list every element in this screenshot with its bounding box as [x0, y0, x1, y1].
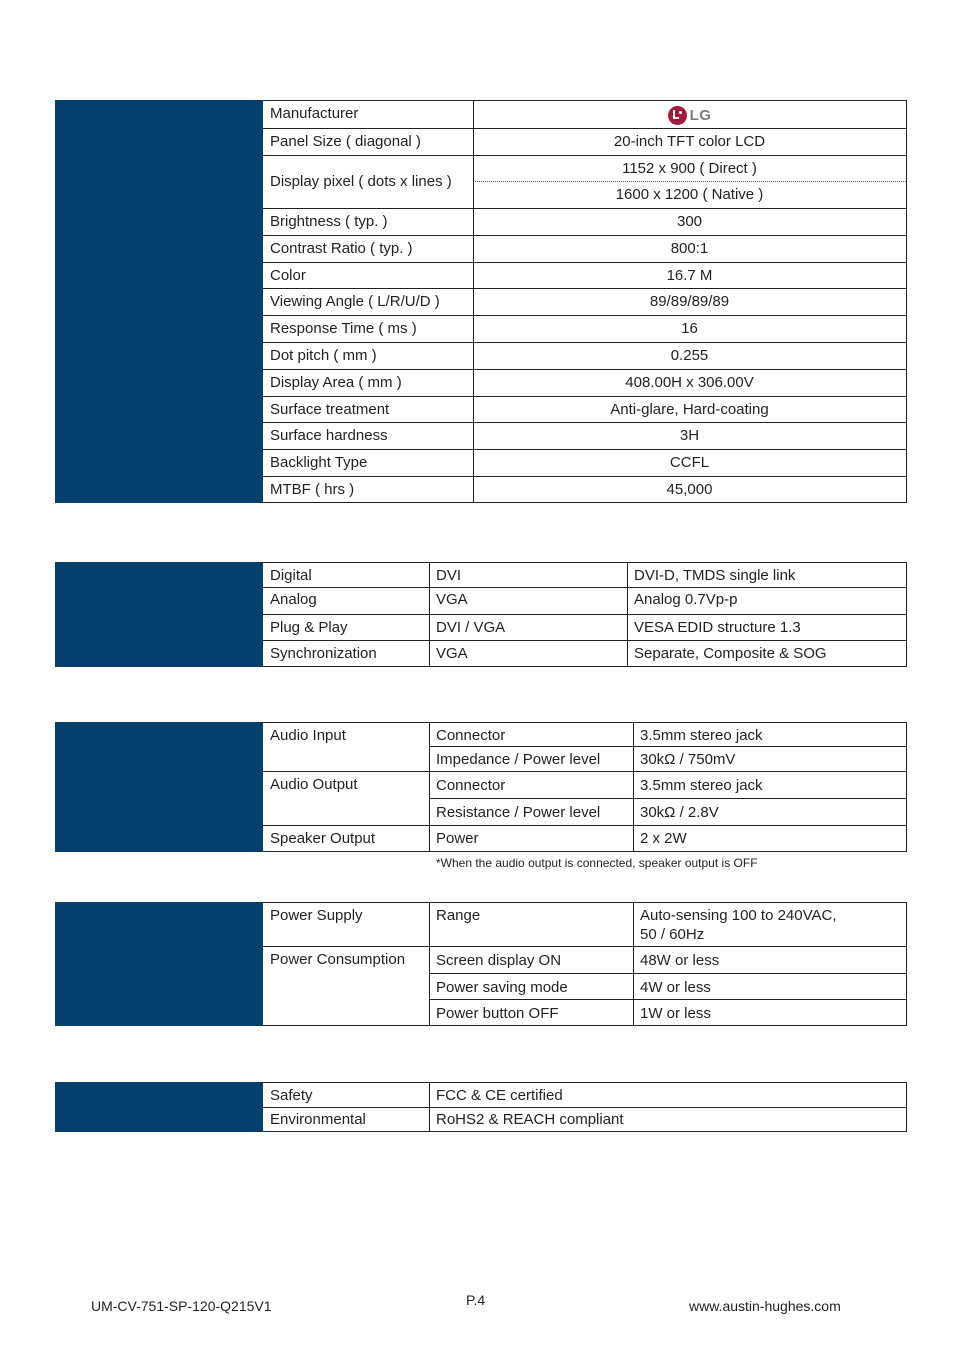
spec-item: Connector	[436, 727, 506, 744]
table-row	[263, 450, 906, 477]
display-spec-block	[55, 100, 907, 503]
spec-value: 800:1	[670, 240, 709, 257]
audio-spec-table	[263, 722, 907, 852]
table-row	[263, 236, 906, 263]
audio-input-label: Audio Input	[270, 727, 346, 744]
spec-value: 408.00H x 306.00V	[625, 374, 754, 391]
spec-value	[473, 101, 906, 128]
spec-value: 3H	[679, 427, 700, 444]
spec-label: Display Area ( mm )	[270, 374, 402, 391]
section-sidebar	[55, 562, 263, 667]
spec-value: DVI-D, TMDS single link	[634, 567, 796, 584]
audio-note: *When the audio output is connected, speaker output is OFF	[436, 856, 758, 870]
audio-output-label: Audio Output	[270, 776, 358, 793]
table-row	[263, 477, 906, 503]
table-row	[263, 423, 906, 450]
spec-label: Dot pitch ( mm )	[270, 347, 377, 364]
section-sidebar	[55, 902, 263, 1026]
table-row	[263, 588, 906, 615]
spec-label: Synchronization	[270, 645, 377, 662]
spec-label: Viewing Angle ( L/R/U/D )	[270, 293, 440, 310]
safety-value: FCC & CE certified	[436, 1087, 563, 1104]
spec-value: 48W or less	[640, 952, 720, 969]
spec-value: 1W or less	[640, 1005, 711, 1022]
spec-interface: VGA	[436, 591, 468, 608]
spec-label: Surface hardness	[270, 427, 388, 444]
table-row	[263, 156, 906, 209]
spec-value: 1600 x 1200 ( Native )	[615, 186, 764, 203]
range-value-line2: 50 / 60Hz	[640, 926, 705, 943]
spec-label: Plug & Play	[270, 619, 348, 636]
table-row	[263, 129, 906, 156]
spec-value: 45,000	[666, 481, 713, 498]
spec-item: Impedance / Power level	[436, 751, 601, 768]
section-sidebar	[55, 1082, 263, 1132]
spec-value: 3.5mm stereo jack	[640, 727, 763, 744]
video-spec-block	[55, 562, 907, 667]
table-row	[263, 263, 906, 289]
spec-item: Screen display ON	[436, 952, 562, 969]
table-row	[263, 397, 906, 423]
spec-item: Resistance / Power level	[436, 804, 601, 821]
spec-label: Contrast Ratio ( typ. )	[270, 240, 413, 257]
footer-website: www.austin-hughes.com	[689, 1298, 841, 1314]
spec-item: Power saving mode	[436, 979, 568, 996]
power-spec-table	[263, 902, 907, 1026]
section-sidebar	[55, 722, 263, 852]
spec-label: Response Time ( ms )	[270, 320, 417, 337]
spec-value: 20-inch TFT color LCD	[613, 133, 766, 150]
spec-label: Backlight Type	[270, 454, 368, 471]
spec-interface: VGA	[436, 645, 468, 662]
spec-value: Separate, Composite & SOG	[634, 645, 827, 662]
spec-item: Power button OFF	[436, 1005, 559, 1022]
spec-label: Surface treatment	[270, 401, 390, 418]
spec-value: 300	[676, 213, 703, 230]
spec-item: Power	[436, 830, 479, 847]
spec-value: 1152 x 900 ( Direct )	[473, 156, 906, 182]
power-spec-block	[55, 902, 907, 1026]
table-row	[263, 641, 906, 667]
cert-spec-table	[263, 1082, 907, 1132]
table-row	[263, 101, 906, 129]
spec-interface: DVI	[436, 567, 462, 584]
spec-value: 16	[681, 320, 698, 337]
spec-value: CCFL	[669, 454, 710, 471]
table-row	[263, 343, 906, 370]
spec-label: Color	[270, 267, 306, 284]
table-row	[263, 316, 906, 343]
lg-face-icon	[668, 106, 687, 125]
speaker-output-label: Speaker Output	[270, 830, 376, 847]
spec-label: Display pixel ( dots x lines )	[270, 173, 452, 190]
spec-value: 2 x 2W	[640, 830, 687, 847]
spec-label: MTBF ( hrs )	[270, 481, 355, 498]
spec-label: Digital	[270, 567, 312, 584]
table-row	[263, 563, 906, 588]
environmental-label: Environmental	[270, 1111, 366, 1128]
power-supply-label: Power Supply	[270, 907, 363, 924]
spec-value: 30kΩ / 750mV	[640, 751, 736, 768]
spec-value: 3.5mm stereo jack	[640, 777, 763, 794]
spec-value: 30kΩ / 2.8V	[640, 804, 719, 821]
cert-spec-block	[55, 1082, 907, 1132]
table-row	[263, 370, 906, 397]
safety-label: Safety	[270, 1087, 313, 1104]
spec-value: VESA EDID structure 1.3	[634, 619, 801, 636]
spec-interface: DVI / VGA	[436, 619, 506, 636]
spec-value: 89/89/89/89	[649, 293, 730, 310]
section-sidebar	[55, 100, 263, 503]
spec-value: 4W or less	[640, 979, 711, 996]
audio-spec-block	[55, 722, 907, 852]
lg-logo: LG	[668, 106, 712, 125]
range-label: Range	[436, 907, 481, 924]
spec-value: Analog 0.7Vp-p	[634, 591, 738, 608]
table-row	[263, 615, 906, 641]
table-row	[263, 289, 906, 316]
video-spec-table	[263, 562, 907, 667]
range-value-line1: Auto-sensing 100 to 240VAC,	[640, 907, 837, 924]
environmental-value: RoHS2 & REACH compliant	[436, 1111, 624, 1128]
spec-value: 16.7 M	[666, 267, 713, 284]
footer-page-number: P.4	[466, 1292, 486, 1308]
spec-label: Brightness ( typ. )	[270, 213, 388, 230]
spec-value: 0.255	[670, 347, 709, 364]
spec-label: Panel Size ( diagonal )	[270, 133, 421, 150]
display-spec-table	[263, 100, 907, 503]
table-row	[263, 209, 906, 236]
spec-label: Analog	[270, 591, 317, 608]
footer-doc-id: UM-CV-751-SP-120-Q215V1	[91, 1298, 272, 1314]
spec-label: Manufacturer	[270, 105, 359, 122]
power-consumption-label: Power Consumption	[270, 951, 406, 968]
spec-item: Connector	[436, 777, 506, 794]
spec-value: Anti-glare, Hard-coating	[610, 401, 769, 418]
